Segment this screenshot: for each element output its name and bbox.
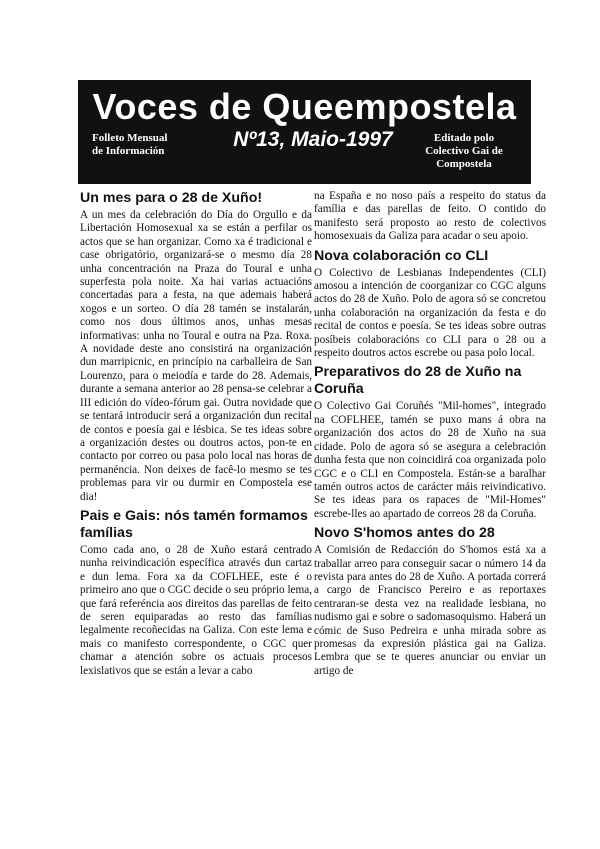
article-title: Pais e Gais: nós tamén formamos famílias xyxy=(80,507,308,541)
newsletter-title: Voces de Queempostela xyxy=(92,86,517,127)
article-body: Como cada ano, o 28 de Xuño estará centrado nunha reivindicación específica através dun cartaz e dun lema. Fora xa da COFLHEE, este é o primeiro ano que o CGC decide o seu próprio lema, que fará referéncia aos direitos das parellas de feito de seren equiparadas ao resto das famílias legalmente recoñecidas na Galiza. Con este lema e mais co manifesto correspondente, o CGC quer chamar a atención sobre os actuais procesos lexislativos que se están a levar a cabo xyxy=(80,543,312,677)
publisher-line-3: Compostela xyxy=(436,158,492,170)
article-body: A Comisión de Redacción do S'homos está xa a traballar arreo para conseguir sacar o número 14 da revista para antes do 28 de Xuño. A portada correrá a cargo de Francisco Pereiro e as reportaxes centraran-se desta vez na realidade lesbiana, no nudismo gai e sobre o sadomasoquismo. Haberá un cómic de Suso Pedreira e unha mirada sobre as promesas da expresión plástica gai na Galiza. Lembra que se te queres anunciar ou enviar un artigo de xyxy=(314,544,546,677)
article-body: O Colectivo Gai Coruñés "Mil-homes", integrado na COFLHEE, tamén se puxo mans á obra na organización dos actos do 28 de Xuño na sua cidade. Polo de agora só se asegura a celebración dunha festa que non coincidirá coa organizada polo CGC e o CLI en Compostela. Están-se a baralhar tamén outros actos de carácter máis reivindicativo. Se tes ideas para os rapaces de "Mil-Homes" escrebe-lles ao apartado de correos 28 da Coruña. xyxy=(314,400,546,520)
subtitle-line-2: de Información xyxy=(92,145,165,157)
right-column xyxy=(314,190,546,680)
publisher-line-2: Colectivo Gai de xyxy=(425,145,503,157)
issue-number: Nº13, Maio-1997 xyxy=(233,128,393,151)
publisher-line-1: Editado polo xyxy=(433,132,495,144)
newsletter-subtitle xyxy=(92,132,222,158)
publisher xyxy=(409,132,519,171)
left-column xyxy=(80,190,312,680)
article-title: Nova colaboración co CLI xyxy=(314,247,489,264)
article-body-continued: na España e no noso país a respeito do status da família e das parellas de feito. O contido do manifesto será proposto ao resto de colectivos homosexuais da Galiza para acadar o seu apoio. xyxy=(314,190,546,243)
article-body: O Colectivo de Lesbianas Independentes (CLI) amosou a intención de coorganizar co CGC alguns actos do 28 de Xuño. Polo de agora só se concretou unha colaboración na organización da festa e do recital de contos e poesía. Se tes ideas sobre outras posíbeis colaboracións co CLI para o 28 ou a respeito doutros actos escrebe ou pasa polo local. xyxy=(314,266,546,360)
article-title: Un mes para o 28 de Xuño! xyxy=(80,190,263,206)
article-title: Preparativos do 28 de Xuño na Coruña xyxy=(314,364,522,398)
article-title: Novo S'homos antes do 28 xyxy=(314,525,495,542)
article-body: A un mes da celebración do Día do Orgullo e da Libertación Homosexual xa se están a perfilar os actos que se han organizar. Como xa é tradicional e case obrigatório, organizará-se o mesmo día 28 unha concentración na Praza do Toural e unha superfesta pola noite. Xa hai varias actuacións concertadas para a festa, na que ademais haberá xogos e un sorteo. O día 28 tamén se instalarán, como nos dous últimos anos, unhas mesas informativas: unha no Toural e outra na Pza. Roxa. A novidade deste ano consistirá na organización dun marripicnic, en princípio na carballeira de San Lourenzo, para o meiodía e tarde do 28. Ademais, durante a semana anterior ao 28 pensa-se celebrar a III edición do vídeo-fórum gai. Outra novidade que se tentará introducir será a organización dun recital de contos e poesía gai e lésbica. Se tes ideas sobre a organización destes ou doutros actos, pon-te en contacto por correo ou pasa polo local nas horas de permanéncia. Non deixes de facê-lo mesmo se tes problemas para vir ou durmir en Compostela ese dia! xyxy=(80,209,312,503)
subtitle-line-1: Folleto Mensual xyxy=(92,132,168,144)
masthead xyxy=(78,80,531,184)
